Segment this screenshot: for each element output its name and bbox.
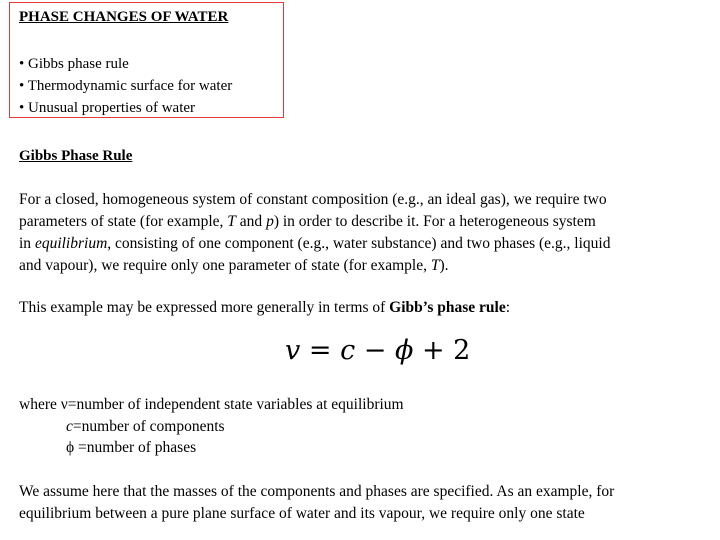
paragraph-closed-system [19, 189, 610, 277]
p4-line-2: equilibrium between a pure plane surface of water and its vapour, we require only one state [19, 505, 585, 522]
paragraph-phase-rule-intro: This example may be expressed more generally in terms of Gibb’s phase rule: [19, 299, 511, 316]
gibbs-equation: v = c − ϕ + 2 [285, 335, 471, 366]
variable-definitions [19, 394, 404, 459]
section-title: Gibbs Phase Rule [19, 148, 133, 164]
summary-title: PHASE CHANGES OF WATER [19, 9, 229, 25]
gibbs-rule-term: Gibb’s phase rule [389, 299, 506, 316]
summary-item-1: • Gibbs phase rule [19, 56, 129, 72]
p1-line-2: parameters of state (for example, T and p) in order to describe it. For a heterogeneous system [19, 213, 596, 230]
p4-line-1: We assume here that the masses of the components and phases are specified. As an example, for [19, 483, 615, 500]
paragraph-assumption [19, 481, 614, 525]
def-c: c=number of components [66, 417, 225, 435]
summary-list [19, 53, 232, 119]
summary-item-2: • Thermodynamic surface for water [19, 78, 233, 94]
p1-line-1: For a closed, homogeneous system of constant composition (e.g., an ideal gas), we require two [19, 191, 607, 208]
def-v: where ν=number of independent state variables at equilibrium [19, 396, 404, 413]
summary-item-3: • Unusual properties of water [19, 100, 196, 116]
p1-line-4: and vapour), we require only one parameter of state (for example, T). [19, 257, 449, 274]
p1-line-3: in equilibrium, consisting of one component (e.g., water substance) and two phases (e.g., liquid [19, 235, 611, 252]
def-phi: ϕ =number of phases [66, 439, 197, 456]
